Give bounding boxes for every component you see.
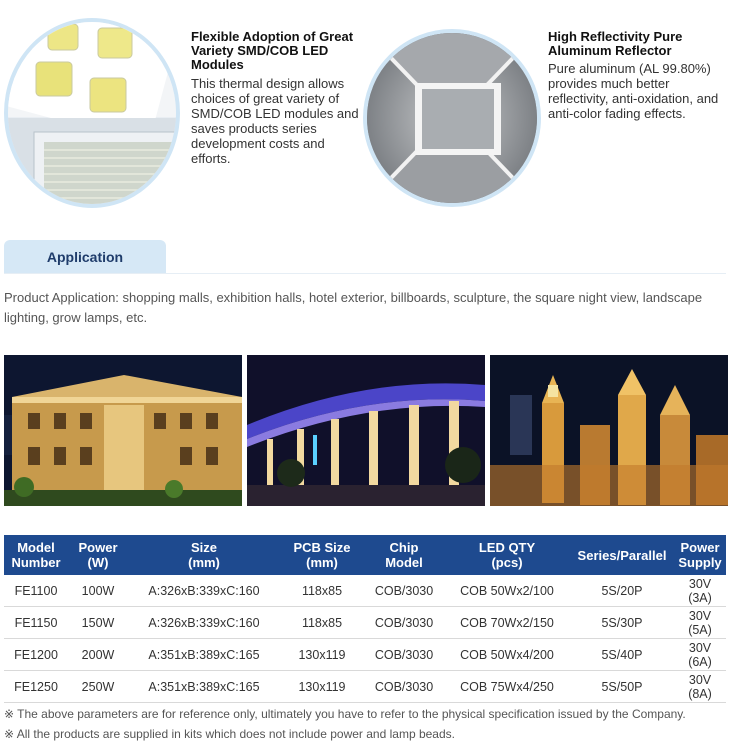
header-led-qty: LED QTY (pcs) xyxy=(444,535,570,575)
cell-size: A:351xB:389xC:165 xyxy=(128,671,280,703)
cell-led-qty: COB 50Wx2/100 xyxy=(444,575,570,607)
cell-power-supply: 30V (6A) xyxy=(674,639,726,671)
application-description: Product Application: shopping malls, exhibition halls, hotel exterior, billboards, sculpture, the square night view, landscape lighting, grow lamps, etc. xyxy=(4,290,703,325)
cell-power-supply: 30V (5A) xyxy=(674,607,726,639)
cell-size: A:326xB:339xC:160 xyxy=(128,575,280,607)
cell-power-supply: 30V (3A) xyxy=(674,575,726,607)
cell-size: A:326xB:339xC:160 xyxy=(128,607,280,639)
cell-model: FE1250 xyxy=(4,671,68,703)
cell-led-qty: COB 75Wx4/250 xyxy=(444,671,570,703)
cell-pcb-size: 130x119 xyxy=(280,639,364,671)
cell-pcb-size: 118x85 xyxy=(280,575,364,607)
header-pcb-size: PCB Size (mm) xyxy=(280,535,364,575)
section-divider xyxy=(4,273,726,274)
cell-pcb-size: 118x85 xyxy=(280,607,364,639)
led-modules-image xyxy=(4,18,180,208)
feature-title-led-modules: Flexible Adoption of Great Variety SMD/COB LED Modules xyxy=(191,29,354,72)
feature-title-reflector: High Reflectivity Pure Aluminum Reflector xyxy=(548,29,683,58)
cell-series-parallel: 5S/50P xyxy=(570,671,674,703)
table-row xyxy=(4,607,726,639)
application-photo-building xyxy=(4,355,242,506)
table-row xyxy=(4,639,726,671)
aluminum-reflector-image xyxy=(363,29,541,207)
footnote-kit-contents: ※ All the products are supplied in kits which does not include power and lamp beads. xyxy=(4,727,455,741)
cell-size: A:351xB:389xC:165 xyxy=(128,639,280,671)
cell-power-supply: 30V (8A) xyxy=(674,671,726,703)
cell-model: FE1200 xyxy=(4,639,68,671)
header-model-number: Model Number xyxy=(4,535,68,575)
specification-table xyxy=(4,535,726,703)
footnote-reference: ※ The above parameters are for reference only, ultimately you have to refer to the physical specification issued by the Company. xyxy=(4,707,686,721)
cell-power: 250W xyxy=(68,671,128,703)
feature-text-reflector: Pure aluminum (AL 99.80%) provides much better reflectivity, anti-oxidation, and anti-color fading effects. xyxy=(548,61,719,121)
cell-pcb-size: 130x119 xyxy=(280,671,364,703)
cell-series-parallel: 5S/40P xyxy=(570,639,674,671)
header-size: Size (mm) xyxy=(128,535,280,575)
cell-power: 100W xyxy=(68,575,128,607)
feature-text-led-modules: This thermal design allows choices of great variety of SMD/COB LED modules and saves products series development costs and efforts. xyxy=(191,76,359,166)
application-photo-skyline xyxy=(490,355,728,506)
cell-chip-model: COB/3030 xyxy=(364,639,444,671)
header-chip-model: Chip Model xyxy=(364,535,444,575)
cell-series-parallel: 5S/20P xyxy=(570,575,674,607)
application-photo-colonnade xyxy=(247,355,485,506)
cell-led-qty: COB 70Wx2/150 xyxy=(444,607,570,639)
cell-model: FE1150 xyxy=(4,607,68,639)
application-tab[interactable]: Application xyxy=(4,240,166,274)
cell-led-qty: COB 50Wx4/200 xyxy=(444,639,570,671)
cell-chip-model: COB/3030 xyxy=(364,607,444,639)
cell-model: FE1100 xyxy=(4,575,68,607)
header-power-supply: Power Supply xyxy=(674,535,726,575)
cell-series-parallel: 5S/30P xyxy=(570,607,674,639)
cell-power: 200W xyxy=(68,639,128,671)
table-row xyxy=(4,671,726,703)
cell-chip-model: COB/3030 xyxy=(364,575,444,607)
header-power: Power (W) xyxy=(68,535,128,575)
table-header-row xyxy=(4,535,726,575)
table-row xyxy=(4,575,726,607)
header-series-parallel: Series/Parallel xyxy=(570,535,674,575)
cell-power: 150W xyxy=(68,607,128,639)
cell-chip-model: COB/3030 xyxy=(364,671,444,703)
